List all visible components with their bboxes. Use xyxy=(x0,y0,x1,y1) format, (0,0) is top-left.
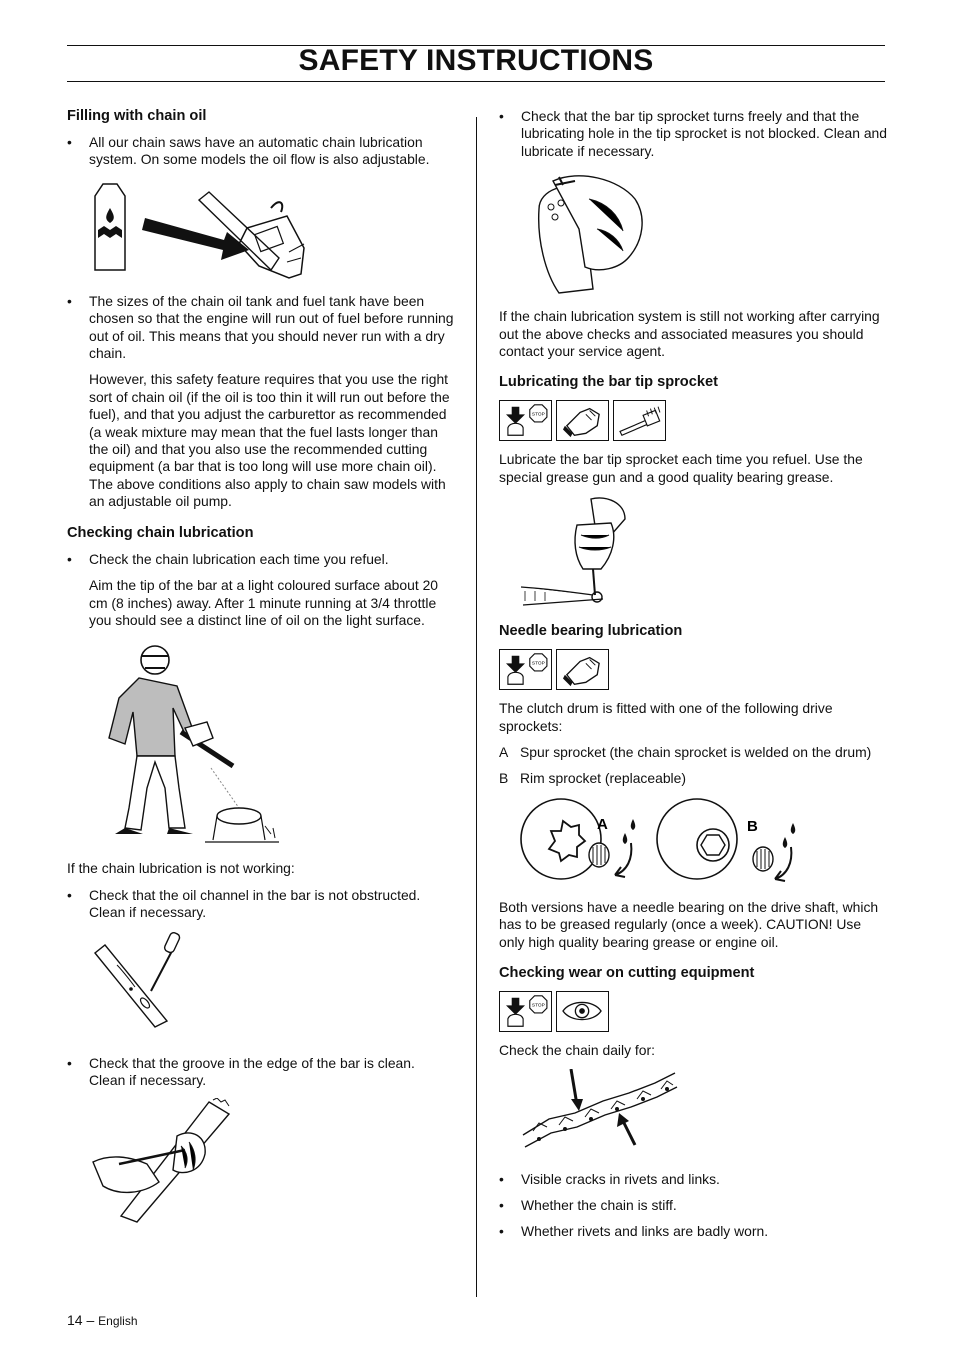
bullet-groove-clean: • Check that the groove in the edge of the bar is clean. Clean if necessary. xyxy=(67,1055,455,1090)
grease-gun-tip-illustration xyxy=(521,495,651,613)
stop-sign-text: STOP xyxy=(531,1003,545,1009)
cleaning-bar-groove-illustration xyxy=(89,1098,249,1228)
tip-sprocket-icon-row xyxy=(499,400,887,441)
bullet-worn: • Whether rivets and links are badly worn. xyxy=(499,1223,887,1240)
inspect-eye-icon xyxy=(556,991,609,1032)
protective-glove-icon xyxy=(556,649,609,690)
footer-dash: – xyxy=(86,1312,95,1328)
bullet-auto-lubrication: • All our chain saws have an automatic chain lubrication system. On some models the oil flow is also adjustable. xyxy=(67,134,455,169)
paragraph-clutch-drum: The clutch drum is fitted with one of the following drive sprockets: xyxy=(499,700,833,734)
label-b-rim-sprocket xyxy=(499,770,887,787)
section-heading-wear: Checking wear on cutting equipment xyxy=(499,965,755,982)
bullet-tank-sizes: • The sizes of the chain oil tank and fuel tank have been chosen so that the engine will run out of fuel before running out of oil. This means that you should never run with a dry chain. xyxy=(67,293,455,363)
paragraph-needle-bearing-grease: Both versions have a needle bearing on the drive shaft, which has to be greased regularly (once a week). CAUTION! Use only high quality bearing grease or engine oil. xyxy=(499,898,879,950)
label-b-key: B xyxy=(499,770,509,787)
section-heading-needle-bearing: Needle bearing lubrication xyxy=(499,623,683,640)
header-bottom-rule xyxy=(67,81,885,82)
stop-sign-text: STOP xyxy=(531,661,545,667)
chain-wear-inspection-illustration xyxy=(519,1069,679,1159)
paragraph-safety-feature: However, this safety feature requires that you use the right sort of chain oil (if the oil is too thin it will run out before the fuel), and that you adjust the carburettor as recommended (a weak mixture may mean that the fuel lasts longer than the oil) and that you also use the recommended cutting equipment (a bar that is too long will use more chain oil). The above conditions also apply to chain saw models with an adjustable oil pump. xyxy=(89,371,450,510)
page-number: 14 xyxy=(67,1312,83,1328)
bullet-cracks: • Visible cracks in rivets and links. xyxy=(499,1171,887,1188)
bullet-tip-sprocket-free: • Check that the bar tip sprocket turns freely and that the lubricating hole in the tip sprocket is not blocked. Clean and lubricate if necessary. xyxy=(499,108,887,160)
page-title: SAFETY INSTRUCTIONS xyxy=(298,44,654,77)
label-a-text: Spur sprocket (the chain sprocket is welded on the drum) xyxy=(520,744,872,761)
wear-check-icon-row xyxy=(499,991,887,1032)
oil-bottle-chainsaw-illustration xyxy=(89,178,349,283)
paragraph-aim-tip: Aim the tip of the bar at a light coloured surface about 20 cm (8 inches) away. After 1 minute running at 3/4 throttle you should see a distinct line of oil on the light surface. xyxy=(89,577,439,628)
bullet-stiff: • Whether the chain is stiff. xyxy=(499,1197,887,1214)
sprocket-types-illustration xyxy=(519,797,829,887)
footer-language: English xyxy=(98,1314,138,1328)
column-divider xyxy=(476,117,477,1297)
bullet-check-each-refuel: • Check the chain lubrication each time you refuel. xyxy=(67,551,455,568)
needle-bearing-icon-row xyxy=(499,649,887,690)
figure-label-a: A xyxy=(597,815,608,833)
section-heading-checking: Checking chain lubrication xyxy=(67,524,254,541)
stop-engine-icon xyxy=(499,991,552,1032)
label-a-spur-sprocket xyxy=(499,744,887,761)
left-column xyxy=(67,108,455,1228)
label-b-text: Rim sprocket (replaceable) xyxy=(520,770,686,787)
bar-tip-sprocket-check-illustration xyxy=(519,169,659,294)
stop-engine-icon xyxy=(499,400,552,441)
protective-glove-icon xyxy=(556,400,609,441)
operator-testing-lubrication-illustration xyxy=(89,638,289,848)
right-column xyxy=(499,108,887,1250)
cleaning-brush-icon xyxy=(613,400,666,441)
page-footer xyxy=(67,1312,138,1328)
paragraph-lubricate-tip: Lubricate the bar tip sprocket each time you refuel. Use the special grease gun and a good quality bearing grease. xyxy=(499,451,863,485)
paragraph-not-working-intro: If the chain lubrication is not working: xyxy=(67,860,295,877)
stop-engine-icon xyxy=(499,649,552,690)
section-heading-tip-sprocket: Lubricating the bar tip sprocket xyxy=(499,374,718,391)
bar-oil-channel-screwdriver-illustration xyxy=(89,931,209,1041)
paragraph-check-daily: Check the chain daily for: xyxy=(499,1042,655,1059)
section-heading-filling: Filling with chain oil xyxy=(67,108,207,124)
paragraph-contact-agent: If the chain lubrication system is still not working after carrying out the above checks and associated measures you should contact your service agent. xyxy=(499,308,880,360)
bullet-oil-channel: • Check that the oil channel in the bar is not obstructed. Clean if necessary. xyxy=(67,887,455,922)
figure-label-b: B xyxy=(747,817,758,835)
label-a-key: A xyxy=(499,744,509,761)
stop-sign-text: STOP xyxy=(531,413,545,419)
